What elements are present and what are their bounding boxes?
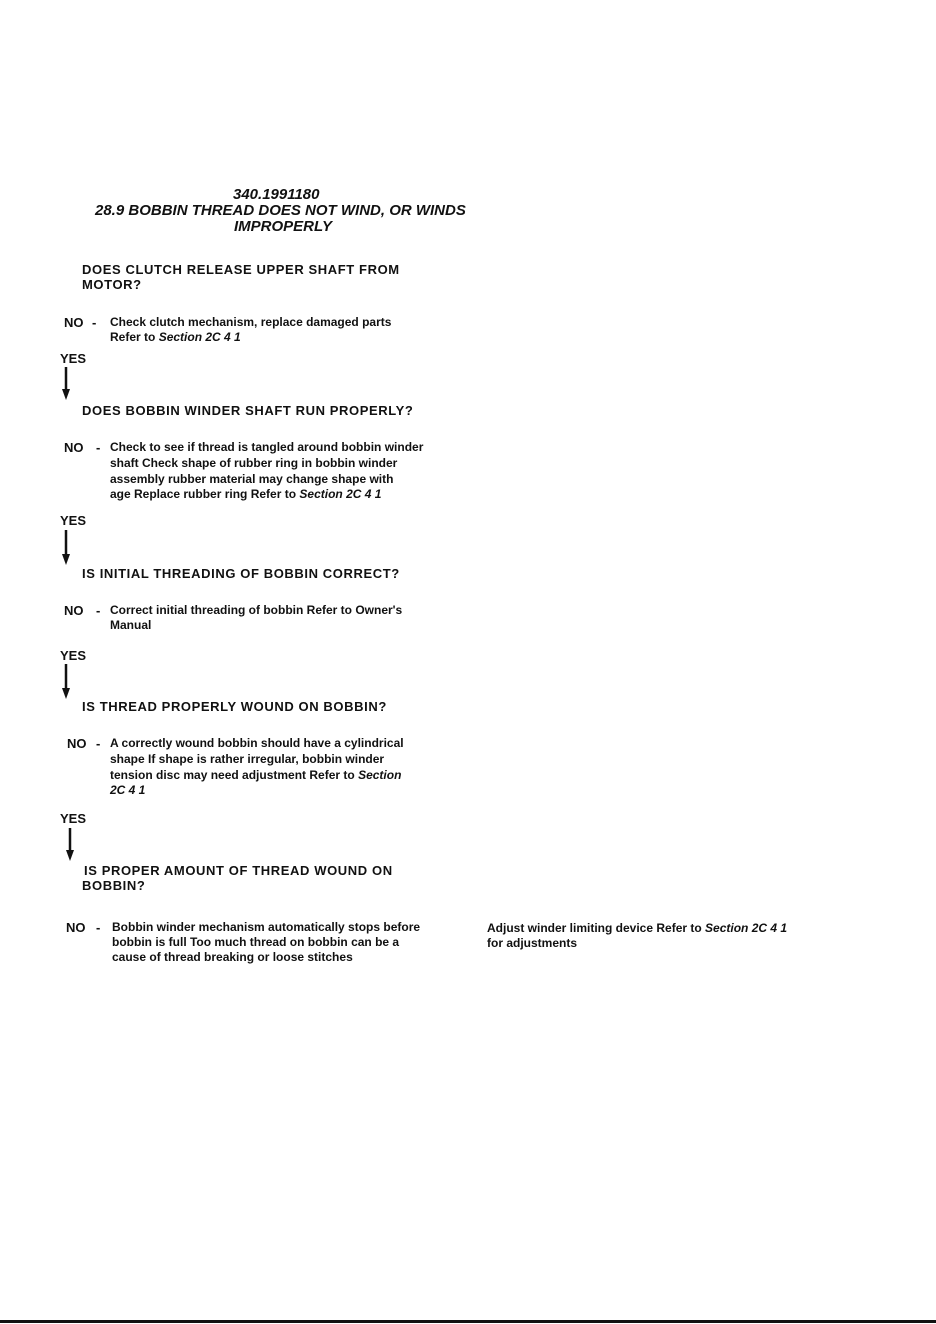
down-arrow-icon (62, 530, 66, 566)
section-reference: Section 2C 4 1 (299, 487, 382, 501)
answer-2-line3: assembly rubber material may change shape with (110, 472, 394, 486)
answer-4-line4: 2C 4 1 (110, 783, 146, 797)
section-reference: Section 2C 4 1 (158, 330, 241, 344)
answer-4-line3: tension disc may need adjustment Refer to Section (110, 768, 402, 782)
side-note: Adjust winder limiting device Refer to Section 2C 4 1 (487, 921, 788, 935)
yes-label-4: YES (60, 811, 87, 826)
question-1: DOES CLUTCH RELEASE UPPER SHAFT FROM (82, 262, 400, 277)
down-arrow-icon (62, 664, 66, 700)
answer-5-line3: cause of thread breaking or loose stitches (112, 950, 353, 964)
dash-5: - (96, 920, 101, 935)
question-1-line2: MOTOR? (82, 277, 142, 292)
answer-3-line2: Manual (110, 618, 152, 632)
dash-2: - (96, 440, 101, 455)
answer-4-line2: shape If shape is rather irregular, bobbin winder (110, 752, 385, 766)
dash-1: - (92, 315, 97, 330)
section-title: 28.9 BOBBIN THREAD DOES NOT WIND, OR WINDS (95, 202, 466, 219)
dash-3: - (96, 603, 101, 618)
answer-3: Correct initial threading of bobbin Refer to Owner's (110, 603, 403, 617)
section-reference: Section (358, 768, 402, 782)
yes-label-3: YES (60, 648, 87, 663)
answer-2-line4: age Replace rubber ring Refer to Section 2C 4 1 (110, 487, 382, 501)
answer-2: Check to see if thread is tangled around bobbin winder (110, 440, 424, 454)
no-label-5: NO (66, 920, 86, 935)
answer-1-line2: Refer to Section 2C 4 1 (110, 330, 241, 344)
question-5: IS PROPER AMOUNT OF THREAD WOUND ON (84, 863, 393, 878)
question-2: DOES BOBBIN WINDER SHAFT RUN PROPERLY? (82, 403, 414, 418)
yes-label-2: YES (60, 513, 87, 528)
down-arrow-icon (66, 828, 70, 862)
answer-5-line2: bobbin is full Too much thread on bobbin can be a (112, 935, 400, 949)
question-5-line2: BOBBIN? (82, 878, 146, 893)
side-note-line2: for adjustments (487, 936, 578, 950)
answer-5: Bobbin winder mechanism automatically stops before (112, 920, 421, 934)
section-title-continued: IMPROPERLY (234, 218, 333, 235)
no-label-2: NO (64, 440, 84, 455)
answer-1: Check clutch mechanism, replace damaged parts (110, 315, 392, 329)
answer-2-line2: shaft Check shape of rubber ring in bobbin winder (110, 456, 398, 470)
document-code: 340.1991180 (233, 186, 320, 203)
no-label-3: NO (64, 603, 84, 618)
question-3: IS INITIAL THREADING OF BOBBIN CORRECT? (82, 566, 400, 581)
no-label-1: NO (64, 315, 84, 330)
dash-4: - (96, 736, 101, 751)
no-label-4: NO (67, 736, 87, 751)
answer-4: A correctly wound bobbin should have a cylindrical (110, 736, 404, 750)
yes-label-1: YES (60, 351, 87, 366)
section-reference: Section 2C 4 1 (705, 921, 788, 935)
question-4: IS THREAD PROPERLY WOUND ON BOBBIN? (82, 699, 387, 714)
bottom-rule (0, 1320, 936, 1323)
down-arrow-icon (62, 367, 66, 401)
